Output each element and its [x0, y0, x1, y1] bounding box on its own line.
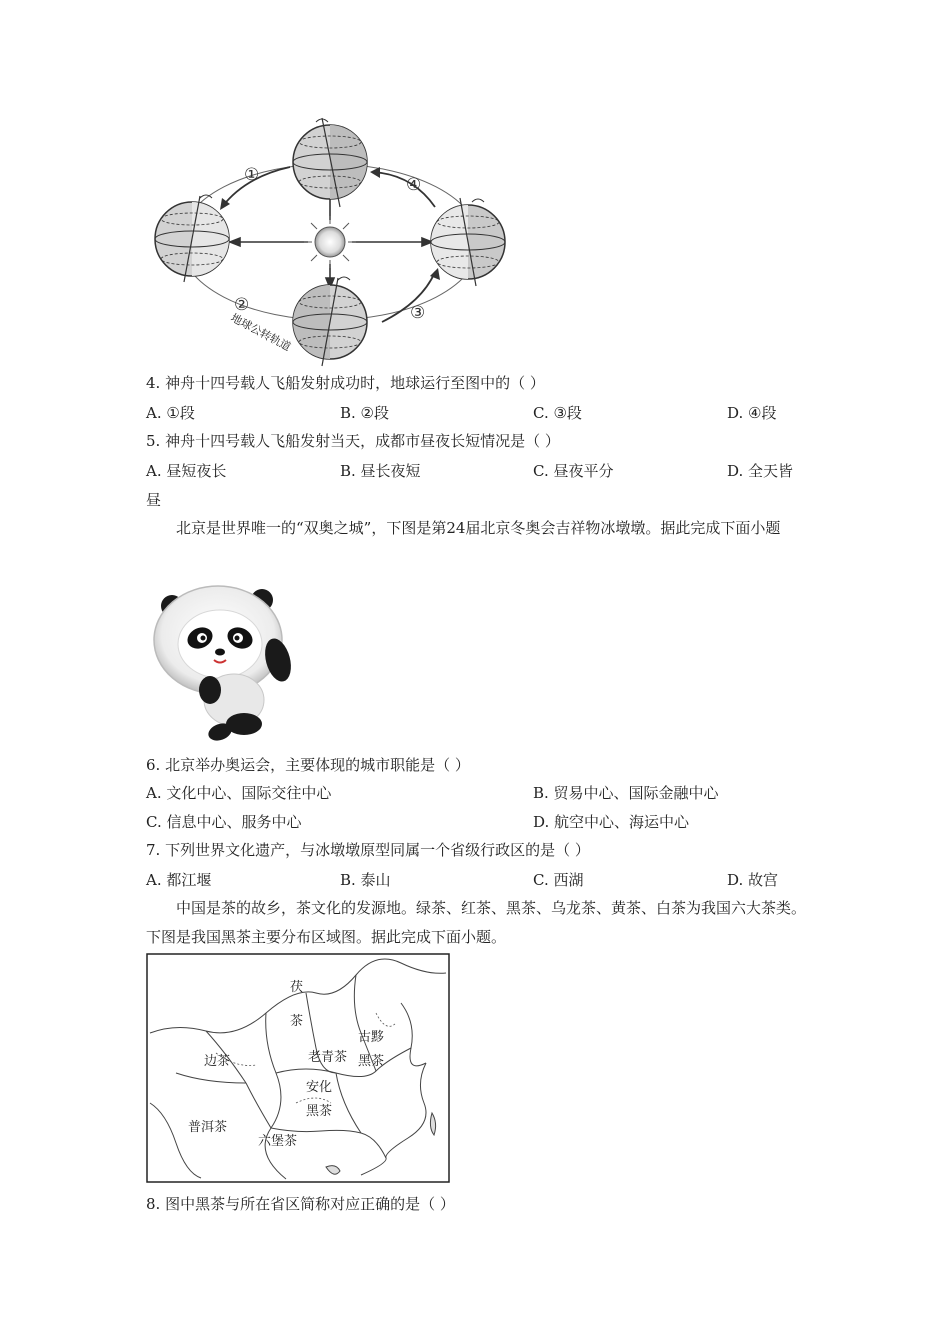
q6-option-b: B. 贸易中心、国际金融中心 — [533, 784, 719, 802]
q4-option-d: D. ④段 — [727, 404, 777, 422]
q6-option-a: A. 文化中心、国际交往中心 — [146, 784, 332, 802]
marker-1: ① — [244, 165, 260, 185]
q7-option-b: B. 泰山 — [340, 871, 391, 889]
q4-option-c: C. ③段 — [533, 404, 582, 422]
question-6-stem: 6. 北京举办奥运会，主要体现的城市职能是（ ） — [146, 756, 470, 774]
label-gu-1: 古黟 — [358, 1030, 385, 1045]
label-gu-2: 黑茶 — [358, 1054, 385, 1069]
label-puer: 普洱茶 — [188, 1120, 228, 1135]
mascot-image — [152, 582, 297, 742]
label-anhua-1: 安化 — [306, 1080, 333, 1095]
sun-icon — [304, 216, 356, 268]
label-fu-2: 茶 — [290, 1014, 304, 1029]
q4-option-b: B. ②段 — [340, 404, 390, 422]
marker-3: ③ — [410, 303, 426, 323]
q7-option-a: A. 都江堰 — [146, 871, 212, 889]
earth-orbit-diagram — [150, 112, 515, 367]
passage-olympics: 北京是世界唯一的“双奥之城”，下图是第24届北京冬奥会吉祥物冰墩墩。据此完成下面小题 — [176, 519, 781, 537]
q6-option-d: D. 航空中心、海运中心 — [533, 813, 690, 831]
label-fu-1: 茯 — [290, 980, 304, 995]
earth-globe-bottom — [293, 277, 367, 366]
q7-option-d: D. 故宫 — [727, 871, 779, 889]
q4-option-a: A. ①段 — [146, 404, 195, 422]
q5-option-b: B. 昼长夜短 — [340, 462, 421, 480]
q5-option-c: C. 昼夜平分 — [533, 462, 614, 480]
q5-option-a: A. 昼短夜长 — [146, 462, 227, 480]
label-liubao: 六堡茶 — [258, 1134, 298, 1149]
marker-2: ② — [234, 295, 250, 315]
passage-tea: 中国是茶的故乡，茶文化的发源地。绿茶、红茶、黑茶、乌龙茶、黄茶、白茶为我国六大茶类。下图是我国黑茶主要分布区域图。据此完成下面小题。 — [146, 899, 807, 946]
label-laoqing: 老青茶 — [308, 1050, 348, 1065]
label-biancha: 边茶 — [204, 1054, 231, 1069]
orbit-label: 地球公转轨道 — [228, 311, 293, 354]
q5-option-d-wrap: 昼 — [146, 491, 162, 509]
dark-tea-map — [146, 953, 450, 1183]
label-anhua-2: 黑茶 — [306, 1104, 333, 1119]
earth-globe-top — [293, 118, 367, 207]
question-4-stem: 4. 神舟十四号载人飞船发射成功时，地球运行至图中的（ ） — [146, 374, 545, 392]
earth-globe-left — [155, 195, 229, 282]
question-7-stem: 7. 下列世界文化遗产，与冰墩墩原型同属一个省级行政区的是（ ） — [146, 841, 590, 859]
q6-option-c: C. 信息中心、服务中心 — [146, 813, 302, 831]
q7-option-c: C. 西湖 — [533, 871, 584, 889]
q5-option-d: D. 全天皆 — [727, 462, 794, 480]
question-5-stem: 5. 神舟十四号载人飞船发射当天，成都市昼夜长短情况是（ ） — [146, 432, 560, 450]
earth-globe-right — [431, 198, 505, 286]
marker-4: ④ — [406, 175, 422, 195]
question-8-stem: 8. 图中黑茶与所在省区简称对应正确的是（ ） — [146, 1195, 455, 1213]
